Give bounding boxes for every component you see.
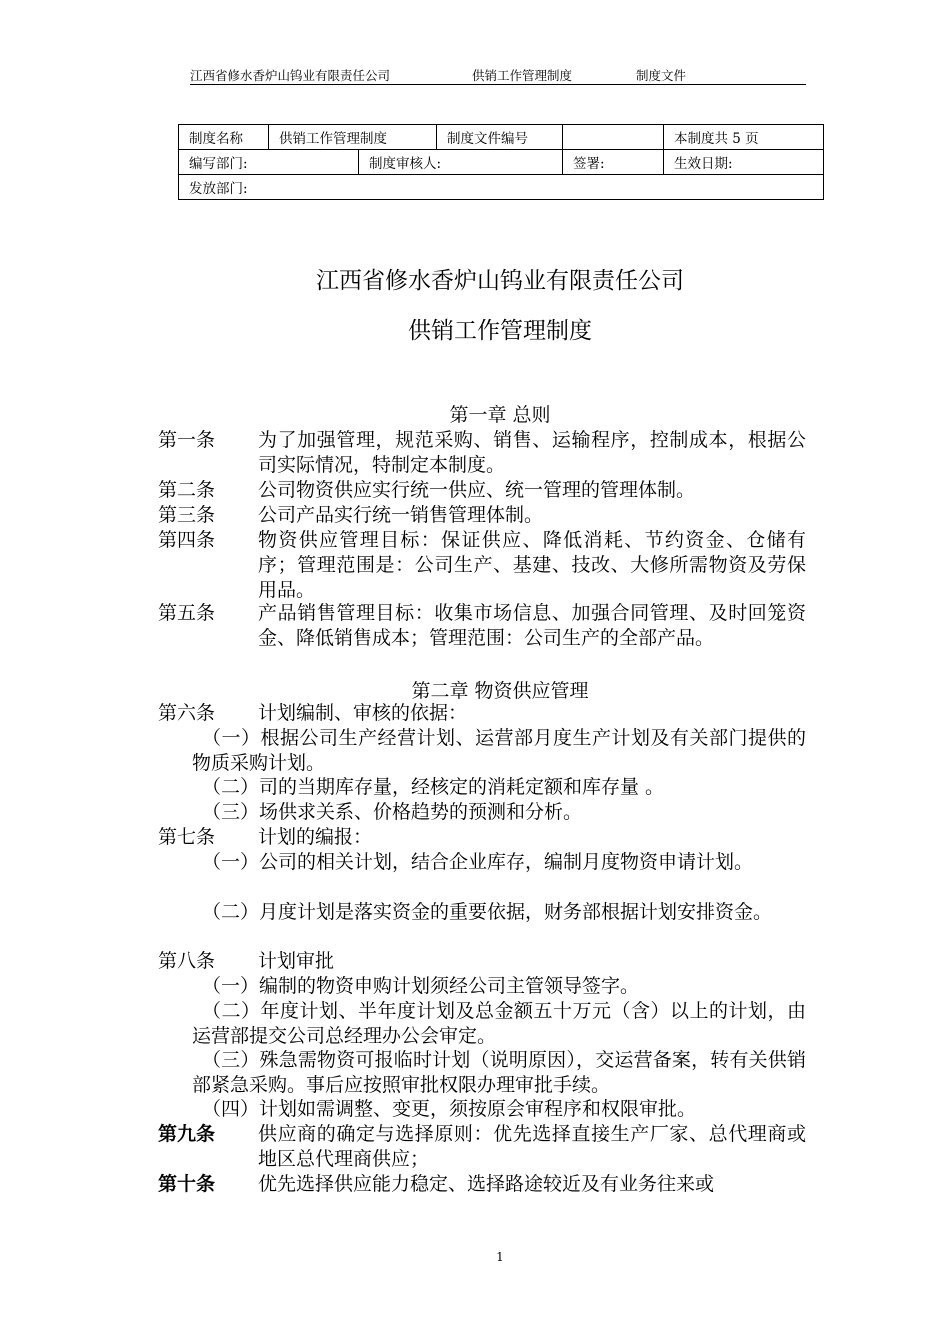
reviewer-label: 制度审核人: bbox=[359, 150, 563, 175]
article-2 bbox=[158, 478, 806, 503]
name-label: 制度名称 bbox=[179, 125, 269, 150]
list-item: （二）司的当期库存量，经核定的消耗定额和库存量 。 bbox=[202, 776, 665, 798]
article-number: 第七条 bbox=[158, 826, 216, 848]
article-6 bbox=[158, 701, 806, 726]
issue-dept-label: 发放部门: bbox=[179, 175, 824, 200]
list-item: （二）年度计划、半年度计划及总金额五十万元（含）以上的计划，由运营部提交公司总经理办公会审定。 bbox=[192, 1000, 806, 1047]
article-1 bbox=[158, 428, 806, 478]
header-system-name: 供销工作管理制度 bbox=[472, 68, 573, 83]
article-number: 第一条 bbox=[158, 429, 216, 451]
page-count: 本制度共 5 页 bbox=[664, 125, 824, 150]
article-10 bbox=[158, 1172, 806, 1197]
article-number: 第十条 bbox=[158, 1173, 216, 1195]
info-row bbox=[179, 175, 824, 200]
article-text: 为了加强管理，规范采购、销售、运输程序，控制成本，根据公司实际情况，特制定本制度。 bbox=[258, 429, 806, 476]
chapter-heading: 第一章 总则 bbox=[449, 404, 551, 426]
list-item: （四）计划如需调整、变更，须按原会审程序和权限审批。 bbox=[202, 1098, 697, 1120]
article-number: 第四条 bbox=[158, 529, 216, 551]
article-8 bbox=[158, 949, 806, 974]
list-item: （三）场供求关系、价格趋势的预测和分析。 bbox=[202, 801, 583, 823]
name-value: 供销工作管理制度 bbox=[269, 125, 437, 150]
article-text: 优先选择供应能力稳定、选择路途较近及有业务往来或 bbox=[258, 1173, 715, 1195]
list-item: （二）月度计划是落实资金的重要依据，财务部根据计划安排资金。 bbox=[202, 901, 773, 923]
effective-date-label: 生效日期: bbox=[664, 150, 824, 175]
list-item: （三）殊急需物资可报临时计划（说明原因），交运营备案，转有关供销部紧急采购。事后应按照审批权限办理审批手续。 bbox=[192, 1049, 806, 1096]
sign-label: 签署: bbox=[563, 150, 664, 175]
list-item: （一）根据公司生产经营计划、运营部月度生产计划及有关部门提供的物质采购计划。 bbox=[192, 727, 806, 774]
page-number: 1 bbox=[496, 1250, 504, 1264]
company-title: 江西省修水香炉山钨业有限责任公司 bbox=[316, 268, 684, 294]
article-text: 公司产品实行统一销售管理体制。 bbox=[258, 504, 544, 526]
article-text: 计划编制、审核的依据： bbox=[258, 702, 468, 724]
document-info-table bbox=[178, 124, 824, 200]
code-label: 制度文件编号 bbox=[437, 125, 563, 150]
dept-label: 编写部门: bbox=[179, 150, 359, 175]
article-number: 第九条 bbox=[158, 1123, 216, 1145]
article-number: 第八条 bbox=[158, 950, 216, 972]
info-row bbox=[179, 125, 824, 150]
header-company: 江西省修水香炉山钨业有限责任公司 bbox=[190, 68, 391, 83]
article-text: 计划的编报： bbox=[258, 826, 373, 848]
article-text: 供应商的确定与选择原则：优先选择直接生产厂家、总代理商或地区总代理商供应； bbox=[258, 1123, 806, 1170]
info-row bbox=[179, 150, 824, 175]
article-text: 物资供应管理目标：保证供应、降低消耗、节约资金、仓储有序；管理范围是：公司生产、基建、技改、大修所需物资及劳保用品。 bbox=[258, 529, 806, 601]
code-value bbox=[563, 125, 664, 150]
running-header bbox=[190, 66, 806, 85]
article-number: 第六条 bbox=[158, 702, 216, 724]
article-4 bbox=[158, 528, 806, 603]
list-item: （一）编制的物资申购计划须经公司主管领导签字。 bbox=[202, 975, 640, 997]
article-number: 第三条 bbox=[158, 504, 216, 526]
article-7 bbox=[158, 825, 806, 850]
article-text: 产品销售管理目标：收集市场信息、加强合同管理、及时回笼资金、降低销售成本；管理范围：公司生产的全部产品。 bbox=[258, 602, 806, 649]
article-text: 计划审批 bbox=[258, 950, 335, 972]
list-item bbox=[192, 850, 806, 875]
document-title: 供销工作管理制度 bbox=[408, 318, 592, 344]
article-5 bbox=[158, 601, 806, 651]
article-number: 第五条 bbox=[158, 602, 216, 624]
article-text: 公司物资供应实行统一供应、统一管理的管理体制。 bbox=[258, 479, 696, 501]
article-3 bbox=[158, 503, 806, 528]
article-9 bbox=[158, 1122, 806, 1172]
chapter-heading: 第二章 物资供应管理 bbox=[411, 680, 589, 702]
header-doc-type: 制度文件 bbox=[636, 68, 687, 83]
article-number: 第二条 bbox=[158, 479, 216, 501]
list-item-label: （一） bbox=[202, 851, 260, 873]
list-item-text: 公司的相关计划，结合企业库存，编制月度物资申请计划。 bbox=[259, 851, 754, 873]
